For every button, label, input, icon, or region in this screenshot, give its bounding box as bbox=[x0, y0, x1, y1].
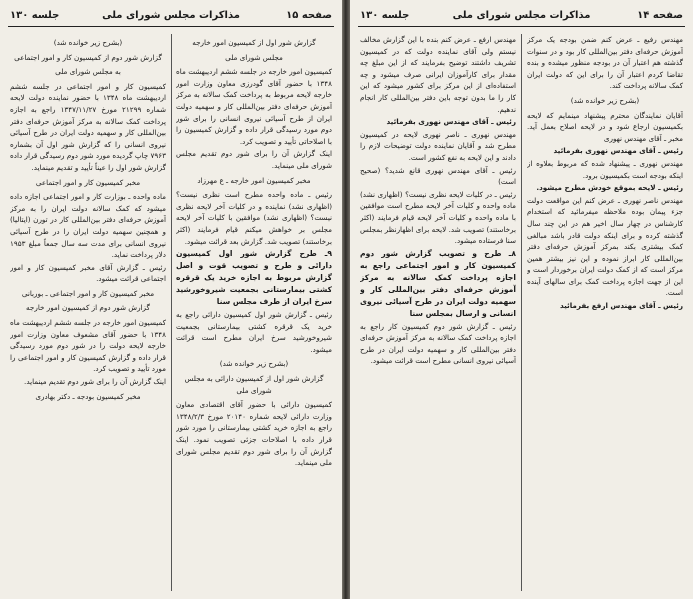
header-rule bbox=[358, 26, 685, 27]
paragraph: کمیسیون دارائی با حضور آقای اقتصادی معاون وزارت دارائی لایحه شماره ۲۰۱۴۰ مورخ ۱۳۴۸/۲/۳ راجع به اجازه خرید کشتی بیمارستانی را مورد شور قرار داده با اصلاحات جزئی تصویب نمود. اینک گزارش آن را برای شور دوم تقدیم مجلس شورای ملی مینماید. bbox=[176, 400, 332, 468]
paragraph: ماده واحده ـ بوزارت کار و امور اجتماعی اجازه داده میشود که کمک سالانه دولت ایران را به مرکز آموزش حرفه‌ای دفتر بین‌المللی کار در تورن (ایتالیا) و همچنین سهمیه دولت ایران را در طرح آسیائی نیروی انسانی برای مدت سه سال جمعاً مبلغ ۱۹۵۳ دلار پرداخت نماید. bbox=[10, 192, 166, 260]
paragraph: اینک گزارش آن را برای شور دوم تقدیم مینماید. bbox=[24, 377, 166, 387]
centered-line: به مجلس شورای ملی bbox=[55, 67, 121, 77]
page-header bbox=[360, 6, 683, 28]
paragraph: کمیسیون کار و امور اجتماعی در جلسه ششم اردیبهشت ماه ۱۳۴۸ با حضور نماینده دولت لایحه شماره ۲۱۲۹۹ مورخ ۱۳۴۷/۱۱/۲۷ راجع به اجازه پرداخت کمک سالانه به مرکز آموزش حرفه‌ای دفتر بین‌المللی کار و سهمیه دولت ایران در طرح آسیائی نیروی انسانی را که گزارش شور اول آن بشماره ۷۹۶۳ چاپ گردیده مورد شور دوم رسیدگی قرار داده گزارش شور اول را عیناً تأیید و تقدیم مینماید. bbox=[10, 81, 166, 172]
centered-line: گزارش شور دوم از کمیسیون کار و امور اجتماعی bbox=[14, 52, 162, 62]
running-title: مذاکرات مجلس شورای ملی bbox=[452, 10, 591, 21]
column-divider bbox=[521, 34, 522, 591]
paragraph: مهندس نهوری ـ ناصر نهوری لایحه در کمیسیون مطرح شد و آقایان نماینده دولت توضیحات لازم را دادند و این لایحه به نفع کشور است. bbox=[360, 129, 516, 162]
left-page bbox=[0, 0, 342, 599]
book-gutter bbox=[342, 0, 350, 599]
paragraph: مهندس نهوری ـ پیشنهاد شده که مربوط بعلاوه از اینکه بودجه است بکمیسیون برود. bbox=[527, 158, 683, 180]
text-column-left bbox=[360, 34, 516, 593]
page-number: صفحه ۱۵ bbox=[286, 10, 332, 21]
paragraph: رئیس ـ آقای مهندس نهوری قانع شدید؟ (صحیح است) bbox=[360, 165, 516, 187]
paragraph: کمیسیون امور خارجه در جلسه ششم اردیبهشت ماه ۱۳۴۸ با حضور آقای گودرزی معاون وزارت امور خارجه لایحه مربوط به پرداخت کمک سالانه به مرکز آموزش حرفه‌ای دفتر بین‌المللی کار و سهمیه دولت ایران از طرح آسیائی نیروی انسانی را برای شور دوم مورد رسیدگی قرار داده و گزارش کمیسیون را با اصلاحاتی تأیید و تصویب کرد. bbox=[176, 67, 332, 146]
right-page bbox=[350, 0, 693, 599]
centered-line: مخبر کمیسیون بودجه ـ دکتر بهادری bbox=[35, 391, 141, 401]
column-divider bbox=[171, 34, 172, 591]
paragraph: رئیس ـ در کلیات لایحه نظری نیست؟ (اظهاری نشد) ماده واحده و کلیات آخر لایحه مطرح است موافقین با ماده واحده و کلیات آخر لایحه قیام فرمایند (اکثر برخاستند) تصویب شد. لایحه برای اظهارنظر بمجلس سنا فرستاده میشود. bbox=[360, 189, 516, 246]
paragraph: رئیس ـ گزارش آقای مخبر کمیسیون کار و امور اجتماعی قرائت میشود. bbox=[10, 262, 166, 284]
centered-line: مخبر کمیسیون کار و امور اجتماعی ـ بوربانی bbox=[21, 288, 155, 298]
centered-line: (بشرح زیر خوانده شد) bbox=[53, 38, 123, 47]
centered-line: گزارش شور اول از کمیسیون دارائی به مجلس شورای ملی bbox=[184, 374, 324, 395]
paragraph: رئیس ـ آقای مهندس ارفع بفرمائید bbox=[559, 301, 683, 311]
paragraph: کمیسیون امور خارجه در جلسه ششم اردیبهشت ماه ۱۳۴۸ با حضور آقای مشعوف معاون وزارت امور خارجه لایحه دولت را در شور دوم مورد رسیدگی قرار داده و گزارش کمیسیون کار و امور اجتماعی را مورد تأیید و تصویب کرد. bbox=[10, 318, 166, 374]
page-header bbox=[10, 6, 332, 28]
text-column-right bbox=[527, 34, 683, 593]
paragraph: رئیس ـ آقای مهندس نهوری بفرمائید bbox=[553, 146, 683, 156]
text-column-right bbox=[176, 34, 332, 593]
centered-line: گزارش شور دوم از کمیسیون امور خارجه bbox=[26, 303, 150, 313]
paragraph: رئیس ـ گزارش شور اول کمیسیون دارائی راجع به خرید یک قرقره کشتی بیمارستانی بجمعیت شیروخورشید سرخ ایران مطرح است قرائت میشود. bbox=[176, 310, 332, 354]
centered-line: مخبر کمیسیون امور خارجه ـ ع مهرزاد bbox=[197, 175, 311, 185]
paragraph: اینک گزارش آن را برای شور دوم تقدیم مجلس شورای ملی مینماید. bbox=[176, 149, 332, 170]
paragraph: رئیس ـ آقای مهندس نهوری بفرمائید bbox=[386, 117, 516, 127]
agenda-heading: ۹ـ طرح گزارش شور اول کمیسیون دارائی و طرح و تصویب قوت و اصل گزارش مربوط به اجازه خرید یک قرقره کشتی بیمارستانی بجمعیت شیروخورشید سرخ ایران از طرف مجلس سنا bbox=[176, 249, 332, 307]
paragraph: رئیس ـ ماده واحده مطرح است نظری نیست؟ (اظهاری نشد) نماینده و در کلیات آخر لایحه نظری نیست؟ (اظهاری نشد) موافقین با کلیات آخر لایحه مجلس بر خواهش میکنم قیام فرمایند (اکثر برخاستند) تصویب شد. گزارش بعد قرائت میشود. bbox=[176, 190, 332, 246]
agenda-heading: ۸ـ طرح و تصویب گزارش شور دوم کمیسیون کار و امور اجتماعی راجع به اجازه پرداخت کمک سالانه به مرکز آموزش حرفه‌ای دفتر بین‌المللی کار و سهمیه دولت ایران در طرح آسیائی نیروی انسانی و ارسال بمجلس سنا bbox=[360, 248, 516, 318]
centered-line: گزارش شور اول از کمیسیون امور خارجه bbox=[192, 38, 316, 47]
text-column-left bbox=[10, 34, 166, 593]
header-rule bbox=[8, 26, 334, 27]
paragraph: مهندس ناصر نهوری ـ عرض کنم این مواقعت دولت جزء پیمان بوده ملاحظه میفرمائید که استخدام کارشناس در چهار سال اخیر هم در این چند سال گذشته کرده و برای اینکه دولت قادر باشد مبالغی کمک بیشتری بکند بمرکز آموزش حرفه‌ای دفتر بین‌المللی کار ابراز نموده و این نیز بیشتر همین مرکز است که از کمک دولت ایران برخوردار است و این از جهت اجازه پرداخت کمک برای سالهای آینده است. bbox=[527, 195, 683, 298]
centered-line: مجلس شورای ملی bbox=[225, 52, 283, 62]
page-number: صفحه ۱۴ bbox=[637, 10, 683, 21]
centered-line: مخبر کمیسیون کار و امور اجتماعی bbox=[35, 177, 141, 187]
centered-line: (بشرح زیر خوانده شد) bbox=[219, 359, 289, 369]
paragraph: رئیس ـ لایحه بموقع خودش مطرح میشود. bbox=[536, 183, 683, 193]
running-title: مذاکرات مجلس شورای ملی bbox=[102, 10, 240, 21]
paragraph: مهندس رفیع ـ عرض کنم ضمن بودجه یک مرکز آموزش حرفه‌ای دفتر بین‌المللی کار بود و در سنوات گذشته هم اعتبار آن در بودجه منظور میشده و بنده تقاضا کردم اعتبار آن را برای این که دولت ایران کمک سالانه پرداخت کند. bbox=[527, 35, 683, 91]
paragraph: رئیس ـ گزارش شور دوم کمیسیون کار راجع به اجازه پرداخت کمک سالانه به مرکز آموزش حرفه‌ای دفتر بین‌المللی کار و سهمیه دولت ایران در طرح آسیائی نیروی انسانی مطرح است قرائت میشود. bbox=[360, 321, 516, 366]
paragraph: آقایان نمایندگان محترم پیشنهاد مینمایم که لایحه بکمیسیون ارجاع شود و در لایحه اصلاح بعمل آید. مخبر ـ آقای مهندس نهوری bbox=[527, 110, 683, 143]
paragraph: مهندس ارفع ـ عرض کنم بنده با این گزارش مخالف نیستم ولی آقای نماینده دولت که در کمیسیون تشریف داشتند توضیح بفرمایند که از این مبلغ چه مقدار برای کارآموزان ایرانی صرف میشود و چه استفاده‌ای از این مرکز برای کشور میشود که این کار را ما بدون توجه باین دفتر بین‌المللی کار انجام ندهیم. bbox=[360, 35, 516, 114]
session-number: جلسه ۱۳۰ bbox=[360, 10, 410, 21]
centered-line: (بشرح زیر خوانده شد) bbox=[570, 95, 640, 105]
session-number: جلسه ۱۳۰ bbox=[10, 10, 60, 21]
